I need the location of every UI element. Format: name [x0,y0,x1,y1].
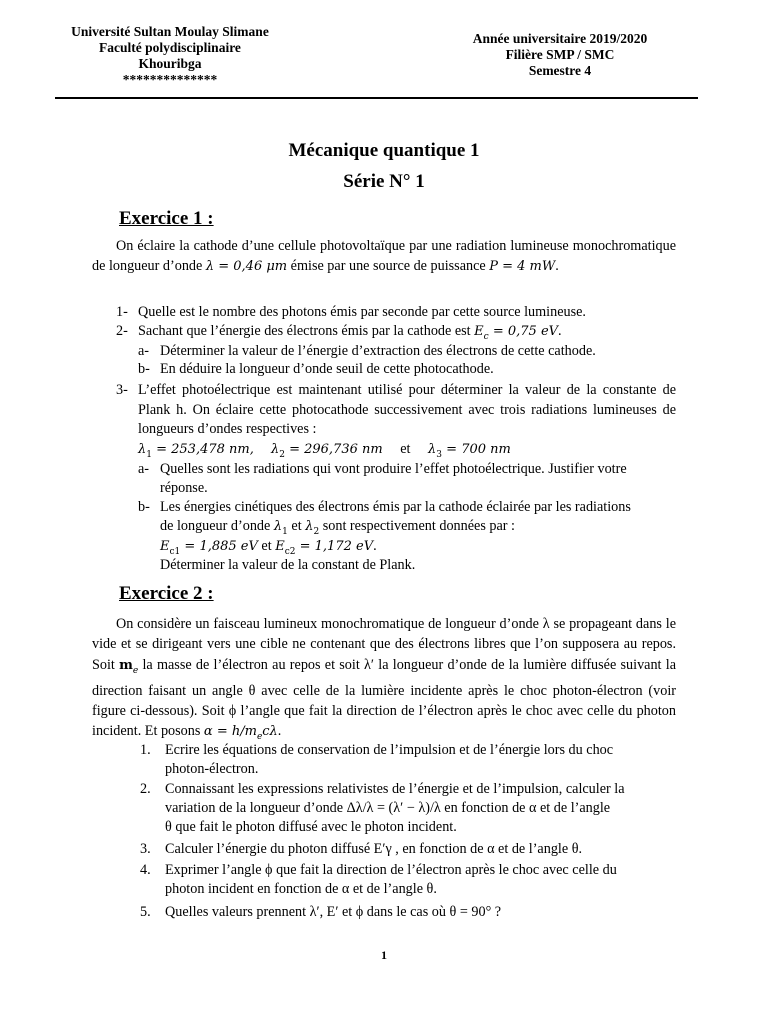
me-symbol: m [119,657,133,673]
academic-year: Année universitaire 2019/2020 [472,31,648,46]
lambda-3: λ [428,442,437,457]
q3b-number: b- [138,499,150,515]
lambda-and: et [400,441,411,457]
q2b-text: En déduire la longueur d’onde seuil de cette photocathode. [160,361,494,377]
university-name: Université Sultan Moulay Slimane [71,24,269,39]
lambda-2: λ [270,442,280,457]
ec-symbol: E [474,324,484,339]
ex2-q2-line-1: Connaissant les expressions relativistes de l’énergie et de l’impulsion, calculer la [165,781,625,797]
q3b-lambda-2: λ [305,519,314,534]
semester: Semestre 4 [528,63,592,78]
q3b-line-4: Déterminer la valeur de la constant de Plank. [160,557,416,573]
q2-text-a: Sachant que l’énergie des électrons émis par la cathode est [138,323,475,339]
ec1-value: = 1,885 eV [180,539,258,554]
ex2-text-3: . [277,723,282,740]
document-title: Mécanique quantique 1 [288,140,480,161]
ex2-q5-number: 5. [140,904,151,920]
ex2-q2-line-2: variation de la longueur d’onde Δλ/λ = (λ′ − λ)/λ en fonction de α et de l’angle [165,800,611,816]
intro-text-b: émise par une source de puissance [287,258,490,274]
ex2-q5-line-1: Quelles valeurs prennent λ′, E′ et ϕ dans le cas où θ = 90° ? [165,904,502,920]
alpha-sub: e [256,732,263,743]
page-number: 1 [381,948,387,962]
q3b-lambda-1: λ [273,519,283,534]
q3b-line-1: Les énergies cinétiques des électrons émis par la cathode éclairée par les radiations [160,499,631,515]
ec2-sub: c2 [284,546,296,557]
ex2-q1-line-2: photon-électron. [165,761,259,777]
q3a-line-1: Quelles sont les radiations qui vont produire l’effet photoélectrique. Justifier votre [160,461,627,477]
q2a-text: Déterminer la valeur de l’énergie d’extraction des électrons de cette cathode. [160,343,596,359]
ec-value: = 0,75 eV [488,324,559,339]
ex2-q1-number: 1. [140,742,151,758]
power-expr: P = 4 mW [489,259,556,274]
lambda-2-value: = 296,736 nm [284,442,383,457]
alpha-expr-end: cλ [262,724,278,740]
q2b-number: b- [138,361,150,377]
lambda-2-sub: 2 [279,449,285,460]
ex2-q4-line-1: Exprimer l’angle ϕ que fait la direction de l’électron après le choc avec celle du [165,862,617,878]
header-stars: ************** [122,72,218,87]
q3b-line-2-b: sont respectivement données par : [319,518,515,534]
q3-number: 3- [116,382,128,398]
q2-end: . [558,323,562,339]
q1-text: Quelle est le nombre des photons émis par seconde par cette source lumineuse. [138,304,586,320]
ec-subscript: c [483,331,489,342]
ex2-q4-number: 4. [140,862,151,878]
exercise-2-title: Exercice 2 : [119,583,214,604]
q3a-number: a- [138,461,150,477]
q3-text: L’effet photoélectrique est maintenant utilisé pour déterminer la valeur de la constante de Plank h. On éclaire cette photocathode successivement avec trois radiations lumineuses de longueurs d’ondes respectives : [138,382,676,437]
lambda-1: λ [138,442,147,457]
program-name: Filière SMP / SMC [505,47,615,62]
q3a-line-2: réponse. [160,480,208,496]
q3b-lambda-2-sub: 2 [313,526,320,537]
intro-text-c: . [555,258,559,274]
wavelength-expr: λ = 0,46 μm [205,259,288,274]
ex2-q3-line-1: Calculer l’énergie du photon diffusé E′γ , en fonction de α et de l’angle θ. [165,841,583,857]
ex2-q2-number: 2. [140,781,151,797]
lambda-3-sub: 3 [436,449,443,460]
alpha-expr: α = h/m [203,724,257,740]
q3b-line-2-a: de longueur d’onde [160,518,274,534]
ex2-q4-line-2: photon incident en fonction de α et de l’angle θ. [165,881,437,897]
intro-text-a: On éclaire la cathode d’une cellule photovoltaïque par une radiation lumineuse monochromatique de longueur d’onde [92,238,676,274]
q3b-and: et [287,518,306,534]
ex2-q3-number: 3. [140,841,151,857]
lambda-1-sub: 1 [146,449,152,460]
ex2-q2-line-3: θ que fait le photon diffusé avec le photon incident. [165,819,457,835]
exercise-1-intro [92,236,676,277]
exercise-2-intro [92,614,676,747]
ex2-q1-line-1: Ecrire les équations de conservation de l’impulsion et de l’énergie lors du choc [165,742,614,758]
ec-and: et [257,538,276,554]
ec1-symbol: E [160,539,170,554]
q2a-number: a- [138,343,150,359]
q1-number: 1- [116,304,128,320]
city-name: Khouribga [138,56,202,71]
ec2-value: = 1,172 eV [295,539,374,554]
faculty-name: Faculté polydisciplinaire [99,40,241,55]
ec1-sub: c1 [169,546,181,557]
ec-end: . [373,538,377,554]
q2-number: 2- [116,323,128,339]
me-subscript: e [132,665,139,676]
lambda-1-value: = 253,478 nm, [151,442,254,457]
q3b-lambda-1-sub: 1 [282,526,288,537]
course-info-header [450,31,670,79]
ex2-text-1: On considère un faisceau lumineux monochromatique de longueur d’onde λ se propageant dans le vide et se dirigeant vers une cible ne contenant que des électrons libres que l’on supposera au repos. Soit [92,616,676,673]
institution-header [55,24,285,88]
ec2-symbol: E [275,539,285,554]
lambda-3-value: = 700 nm [442,442,511,457]
header-divider [55,97,698,99]
exercise-1-title: Exercice 1 : [119,208,214,229]
ex2-text-2: la masse de l’électron au repos et soit λ′ la longueur d’onde de la lumière diffusée suivant la direction faisant un angle θ avec celle de la lumière incidente après le choc photon-électron (voir figure ci-dessous). Soit ϕ l’angle que fait la direction de l’électron après le choc avec celle du photon incident. Et posons [92,656,676,740]
series-title: Série N° 1 [343,171,425,192]
